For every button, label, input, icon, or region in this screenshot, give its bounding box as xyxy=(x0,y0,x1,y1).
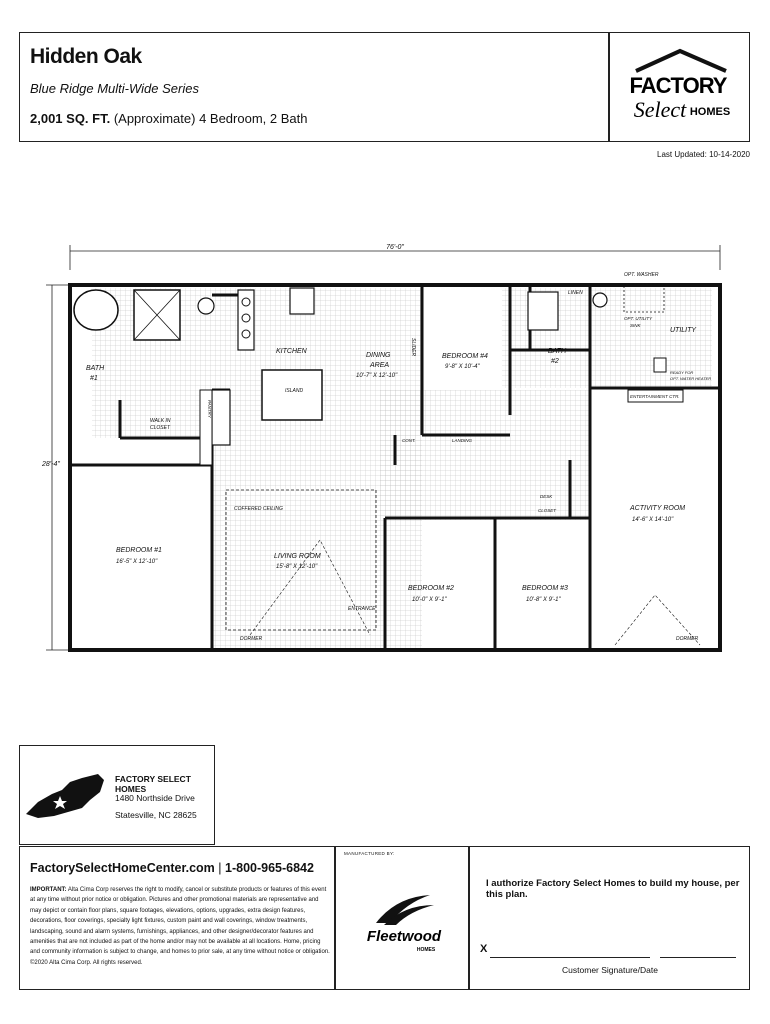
sqft-details: (Approximate) 4 Bedroom, 2 Bath xyxy=(110,111,308,126)
plan-title: Hidden Oak xyxy=(30,45,142,68)
ent-label: ENTERTAINMENT CTR. xyxy=(630,394,680,399)
desk-label: DESK xyxy=(540,494,553,499)
entrance-label: ENTRANCE xyxy=(348,606,376,612)
ready-label-2: OPT. WATER HEATER xyxy=(670,376,712,381)
last-updated: Last Updated: 10-14-2020 xyxy=(657,150,750,159)
dormer1-label: DORMER xyxy=(240,636,263,642)
width-dim-label: 76'-0" xyxy=(386,244,404,251)
contact-line: FactorySelectHomeCenter.com | 1-800-965-6842 xyxy=(30,861,314,875)
header-divider xyxy=(608,33,610,141)
kitchen-island xyxy=(262,370,322,420)
company-name: FACTORY SELECT HOMES xyxy=(115,774,191,794)
slider-label: SLIDER xyxy=(410,338,416,357)
bedroom3-dim: 10'-8" X 9'-1" xyxy=(526,597,561,603)
north-carolina-map-icon xyxy=(24,768,106,820)
utility-label: UTILITY xyxy=(670,327,697,334)
contact-box xyxy=(19,846,335,990)
fleetwood-logo xyxy=(366,891,442,955)
sink-icon xyxy=(290,288,314,314)
dormer2-label: DORMER xyxy=(676,636,699,642)
bedroom2-dim: 10'-0" X 9'-1" xyxy=(412,597,447,603)
bathtub-icon xyxy=(74,290,118,330)
phone-number[interactable]: 1-800-965-6842 xyxy=(225,861,314,875)
header-box xyxy=(19,32,750,142)
fleetwood-sub-text: HOMES xyxy=(416,947,436,953)
opt-washer-label: OPT. WASHER xyxy=(624,272,659,278)
bedroom1-label: BEDROOM #1 xyxy=(116,547,162,554)
cont-label: CONT. xyxy=(402,438,416,443)
pantry-label: PANTRY xyxy=(207,400,212,418)
bedroom1-dim: 16'-5" X 12'-10" xyxy=(116,559,158,565)
sink-label: SINK xyxy=(630,323,641,328)
range-icon xyxy=(238,290,254,350)
dining-label-2: AREA xyxy=(370,362,390,369)
bath2-toilet-icon xyxy=(593,293,607,307)
hall-floor xyxy=(380,390,590,520)
landing-label: LANDING xyxy=(452,438,473,443)
logo-roof-icon xyxy=(636,51,726,71)
dining-label: DINING xyxy=(366,352,391,359)
bath2-label: BATH xyxy=(548,348,567,355)
activity-dim: 14'-6" X 14'-10" xyxy=(632,517,674,523)
fridge-icon xyxy=(212,390,230,445)
bedroom3-label: BEDROOM #3 xyxy=(522,585,568,592)
floor-plan xyxy=(40,240,730,660)
kitchen-label: KITCHEN xyxy=(276,348,307,355)
street-address: 1480 Northside Drive xyxy=(115,793,195,803)
city-address: Statesville, NC 28625 xyxy=(115,810,197,820)
authorization-text: I authorize Factory Select Homes to build my house, per this plan. xyxy=(486,878,740,900)
disclaimer-body: Alta Cima Corp reserves the right to modify, cancel or substitute products or features of this event at any time without prior notice or obligation. Pictures and other promotional materials are representative and may depict or contain floor plans, square footages, elevations, options, upgrades, extra design features, decorations, floor coverings, specialty light fixtures, custom paint and wall coverings, window treatments, landscaping, sound and alarm systems, furnishings, appliances, and other designer/decorator features and amenities that are not included as part of the home and/or may not be available at all locations. Home, pricing and community information is subject to change, and homes to prior sale, at any time without notice or obligation. ©2020 Alta Cima Corp. All rights reserved. xyxy=(30,887,330,966)
toilet-icon xyxy=(198,298,214,314)
bath2-tub-icon xyxy=(528,292,558,330)
bath1-num: #1 xyxy=(90,375,98,382)
square-footage xyxy=(30,111,307,126)
manufacturer-label: MANUFACTURED BY: xyxy=(344,851,395,856)
signature-line[interactable] xyxy=(490,957,650,958)
logo-homes-text: HOMES xyxy=(689,106,731,118)
bedroom4-dim: 9'-8" X 10'-4" xyxy=(445,364,480,370)
bedroom4-label: BEDROOM #4 xyxy=(442,353,488,360)
opt-utility-label: OPT. UTILITY xyxy=(624,316,653,321)
water-heater-icon xyxy=(654,358,666,372)
coffered-label: COFFERED CEILING xyxy=(234,506,283,512)
closet-label: CLOSET xyxy=(150,425,171,431)
disclaimer-heading: IMPORTANT: xyxy=(30,887,67,893)
authorization-box xyxy=(469,846,750,990)
ready-label: READY FOR xyxy=(670,370,694,375)
logo-factory-text: FACTORY xyxy=(629,73,727,98)
living-label: LIVING ROOM xyxy=(274,553,321,560)
depth-dim-label: 28'-4" xyxy=(42,461,60,468)
series-name: Blue Ridge Multi-Wide Series xyxy=(30,81,199,96)
bedroom2-label: BEDROOM #2 xyxy=(408,585,454,592)
walkin-label: WALK IN xyxy=(150,418,171,424)
factory-select-homes-logo xyxy=(616,41,746,133)
signature-x: X xyxy=(480,943,488,955)
bath2-num: #2 xyxy=(551,358,559,365)
disclaimer-text xyxy=(30,885,330,968)
signature-caption: Customer Signature/Date xyxy=(562,965,658,975)
fleetwood-text: Fleetwood xyxy=(366,928,442,945)
dining-dim: 10'-7" X 12'-10" xyxy=(356,373,398,379)
bath1-label: BATH xyxy=(86,365,105,372)
logo-select-text: Select xyxy=(633,97,687,122)
sqft-value: 2,001 SQ. FT. xyxy=(30,111,111,126)
closet2-label: CLOSET xyxy=(538,508,557,513)
address-box xyxy=(19,745,215,845)
manufacturer-box xyxy=(335,846,469,990)
island-label: ISLAND xyxy=(285,388,304,394)
activity-label: ACTIVITY ROOM xyxy=(630,505,686,512)
date-line[interactable] xyxy=(660,957,736,958)
linen-label: LINEN xyxy=(568,290,583,296)
living-dim: 15'-8" X 12'-10" xyxy=(276,564,318,570)
website-link[interactable]: FactorySelectHomeCenter.com xyxy=(30,861,215,875)
